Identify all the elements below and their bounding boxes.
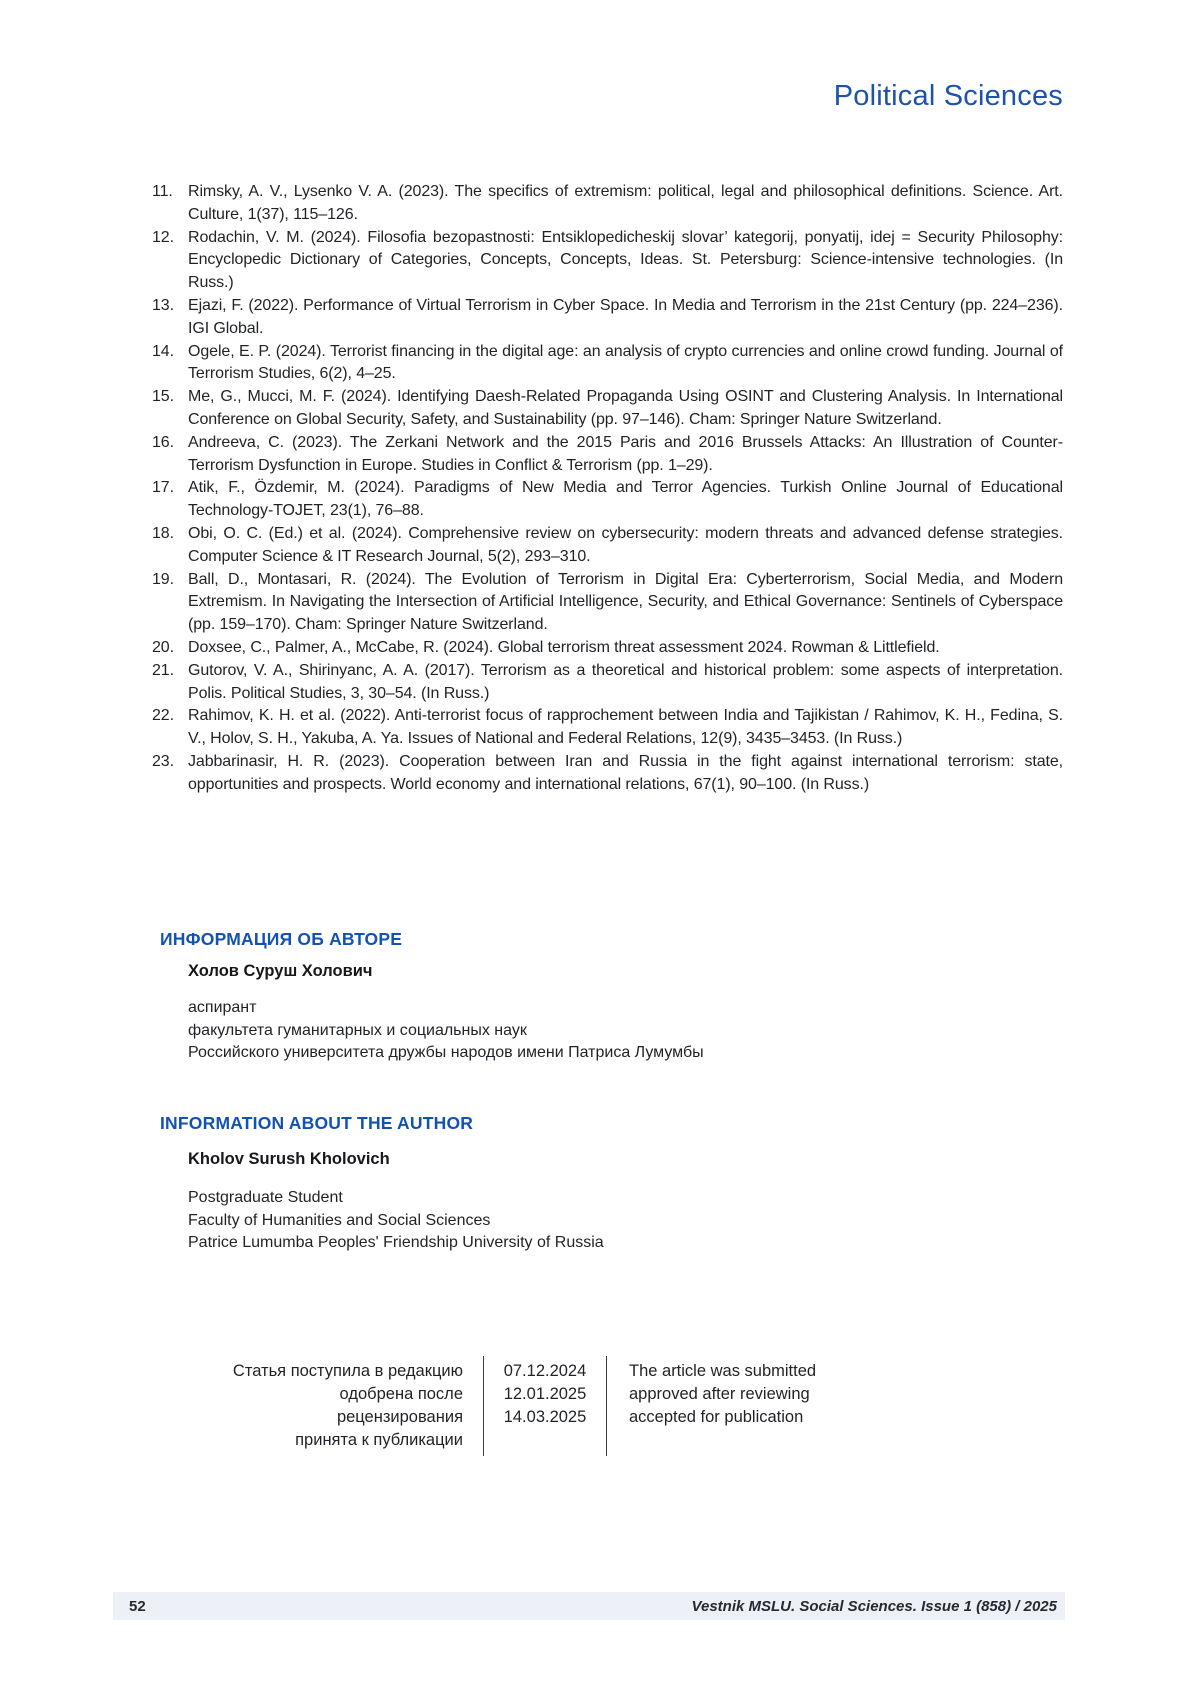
author-details-en xyxy=(188,1187,604,1255)
reference-item xyxy=(152,523,1063,569)
submission-date: 07.12.2024 xyxy=(503,1362,587,1380)
reference-item xyxy=(152,432,1063,478)
reference-text: Doxsee, C., Palmer, A., McCabe, R. (2024). Global terrorism threat assessment 2024. Rowman & Littlefield. xyxy=(188,638,940,656)
reference-text: Ogele, E. P. (2024). Terrorist financing in the digital age: an analysis of crypto currencies and online crowd funding. Journal of Terrorism Studies, 6(2), 4–25. xyxy=(188,342,1063,383)
reference-item xyxy=(152,660,1063,706)
reference-text: Rahimov, K. H. et al. (2022). Anti-terrorist focus of rapprochement between India and Tajikistan / Rahimov, K. H., Fedina, S. V., Holov, S. H., Yakuba, A. Ya. Issues of National and Federal Relations, 12(9), 3435–3453. (In Russ.) xyxy=(188,707,1063,748)
reference-text: Rimsky, A. V., Lysenko V. A. (2023). The specifics of extremism: political, legal and philosophical definitions. Science. Art. Culture, 1(37), 115–126. xyxy=(188,183,1063,223)
reference-number: 19. xyxy=(152,570,174,588)
submission-label-en: The article was submitted xyxy=(629,1362,817,1380)
reference-text: Obi, O. C. (Ed.) et al. (2024). Comprehensive review on cybersecurity: modern threats and advanced defense strategies. Computer Science & IT Research Journal, 5(2), 293–310. xyxy=(188,524,1063,565)
author-details-ru xyxy=(188,997,704,1065)
journal-reference: Vestnik MSLU. Social Sciences. Issue 1 (858) / 2025 xyxy=(691,1597,1057,1615)
reference-number: 20. xyxy=(152,638,174,656)
submission-dates-table xyxy=(223,1356,816,1456)
reference-number: 17. xyxy=(152,479,174,497)
running-head: Political Sciences xyxy=(833,80,1063,112)
page-footer xyxy=(113,1592,1065,1620)
submission-dates xyxy=(483,1356,607,1456)
reference-item xyxy=(152,751,1063,797)
submission-labels-en xyxy=(607,1356,816,1456)
author-detail-line: факультета гуманитарных и социальных наук xyxy=(188,1021,527,1039)
reference-text: Me, G., Mucci, M. F. (2024). Identifying Daesh-Related Propaganda Using OSINT and Clustering Analysis. In International Conference on Global Security, Safety, and Sustainability (pp. 97–146). Cham: Springer Nature Switzerland. xyxy=(188,388,1063,428)
submission-label-ru: Статья поступила в редакцию xyxy=(232,1362,463,1380)
author-detail-line: Faculty of Humanities and Social Sciences xyxy=(188,1211,491,1229)
reference-number: 23. xyxy=(152,752,174,770)
author-info-heading-ru: ИНФОРМАЦИЯ ОБ АВТОРЕ xyxy=(160,929,403,949)
page-number: 52 xyxy=(129,1597,146,1615)
reference-text: Rodachin, V. M. (2024). Filosofia bezopastnosti: Entsiklopedicheskij slovar’ kategorij, ponyatij, idej = Security Philosophy: Encyclopedic Dictionary of Categories, Concepts, Concepts, Ideas. St. Petersburg: Science-intensive technologies. (In Russ.) xyxy=(188,228,1063,292)
reference-number: 13. xyxy=(152,296,174,314)
reference-item xyxy=(152,341,1063,387)
author-name-ru: Холов Суруш Холович xyxy=(188,962,373,980)
reference-text: Jabbarinasir, H. R. (2023). Cooperation between Iran and Russia in the fight against international terrorism: state, opportunities and prospects. World economy and international relations, 67(1), 90–100. (In Russ.) xyxy=(188,752,1063,793)
submission-date: 14.03.2025 xyxy=(503,1408,587,1426)
author-detail-line: Patrice Lumumba Peoples' Friendship University of Russia xyxy=(188,1234,604,1251)
author-detail-line: аспирант xyxy=(188,999,257,1016)
author-detail-line: Postgraduate Student xyxy=(188,1189,343,1206)
submission-labels-ru xyxy=(223,1356,483,1456)
submission-date: 12.01.2025 xyxy=(503,1385,587,1403)
author-name-en: Kholov Surush Kholovich xyxy=(188,1150,390,1168)
submission-label-ru: одобрена после рецензирования xyxy=(336,1385,463,1426)
reference-number: 16. xyxy=(152,433,174,451)
reference-item xyxy=(152,705,1063,751)
reference-number: 18. xyxy=(152,524,174,542)
reference-item xyxy=(152,295,1063,341)
reference-item xyxy=(152,569,1063,637)
reference-text: Andreeva, C. (2023). The Zerkani Network and the 2015 Paris and 2016 Brussels Attacks: An Illustration of Counter-Terrorism Dysfunction in Europe. Studies in Conflict & Terrorism (pp. 1–29). xyxy=(188,433,1063,474)
reference-item xyxy=(152,637,1063,660)
reference-text: Ejazi, F. (2022). Performance of Virtual Terrorism in Cyber Space. In Media and Terrorism in the 21st Century (pp. 224–236). IGI Global. xyxy=(188,296,1063,337)
reference-item xyxy=(152,477,1063,523)
reference-text: Ball, D., Montasari, R. (2024). The Evolution of Terrorism in Digital Era: Cyberterrorism, Social Media, and Modern Extremism. In Navigating the Intersection of Artificial Intelligence, Security, and Ethical Governance: Sentinels of Cyberspace (pp. 159–170). Cham: Springer Nature Switzerland. xyxy=(188,570,1063,634)
submission-label-en: accepted for publication xyxy=(629,1408,804,1426)
submission-label-en: approved after reviewing xyxy=(629,1385,810,1403)
reference-number: 11. xyxy=(152,183,173,200)
reference-item xyxy=(152,386,1063,432)
submission-label-ru: принята к публикации xyxy=(295,1431,463,1449)
author-info-heading-en: INFORMATION ABOUT THE AUTHOR xyxy=(160,1113,474,1133)
reference-text: Atik, F., Özdemir, M. (2024). Paradigms of New Media and Terror Agencies. Turkish Online Journal of Educational Technology-TOJET, 23(1), 76–88. xyxy=(188,479,1063,520)
reference-text: Gutorov, V. A., Shirinyanc, A. A. (2017). Terrorism as a theoretical and historical problem: some aspects of interpretation. Polis. Political Studies, 3, 30–54. (In Russ.) xyxy=(188,661,1063,702)
references-list xyxy=(152,181,1063,797)
author-detail-line: Российского университета дружбы народов имени Патриса Лумумбы xyxy=(188,1044,704,1061)
reference-item xyxy=(152,181,1063,227)
reference-number: 12. xyxy=(152,228,174,246)
reference-number: 22. xyxy=(152,707,174,725)
reference-item xyxy=(152,227,1063,295)
reference-number: 14. xyxy=(152,342,174,360)
reference-number: 15. xyxy=(152,388,174,406)
reference-number: 21. xyxy=(152,661,174,679)
